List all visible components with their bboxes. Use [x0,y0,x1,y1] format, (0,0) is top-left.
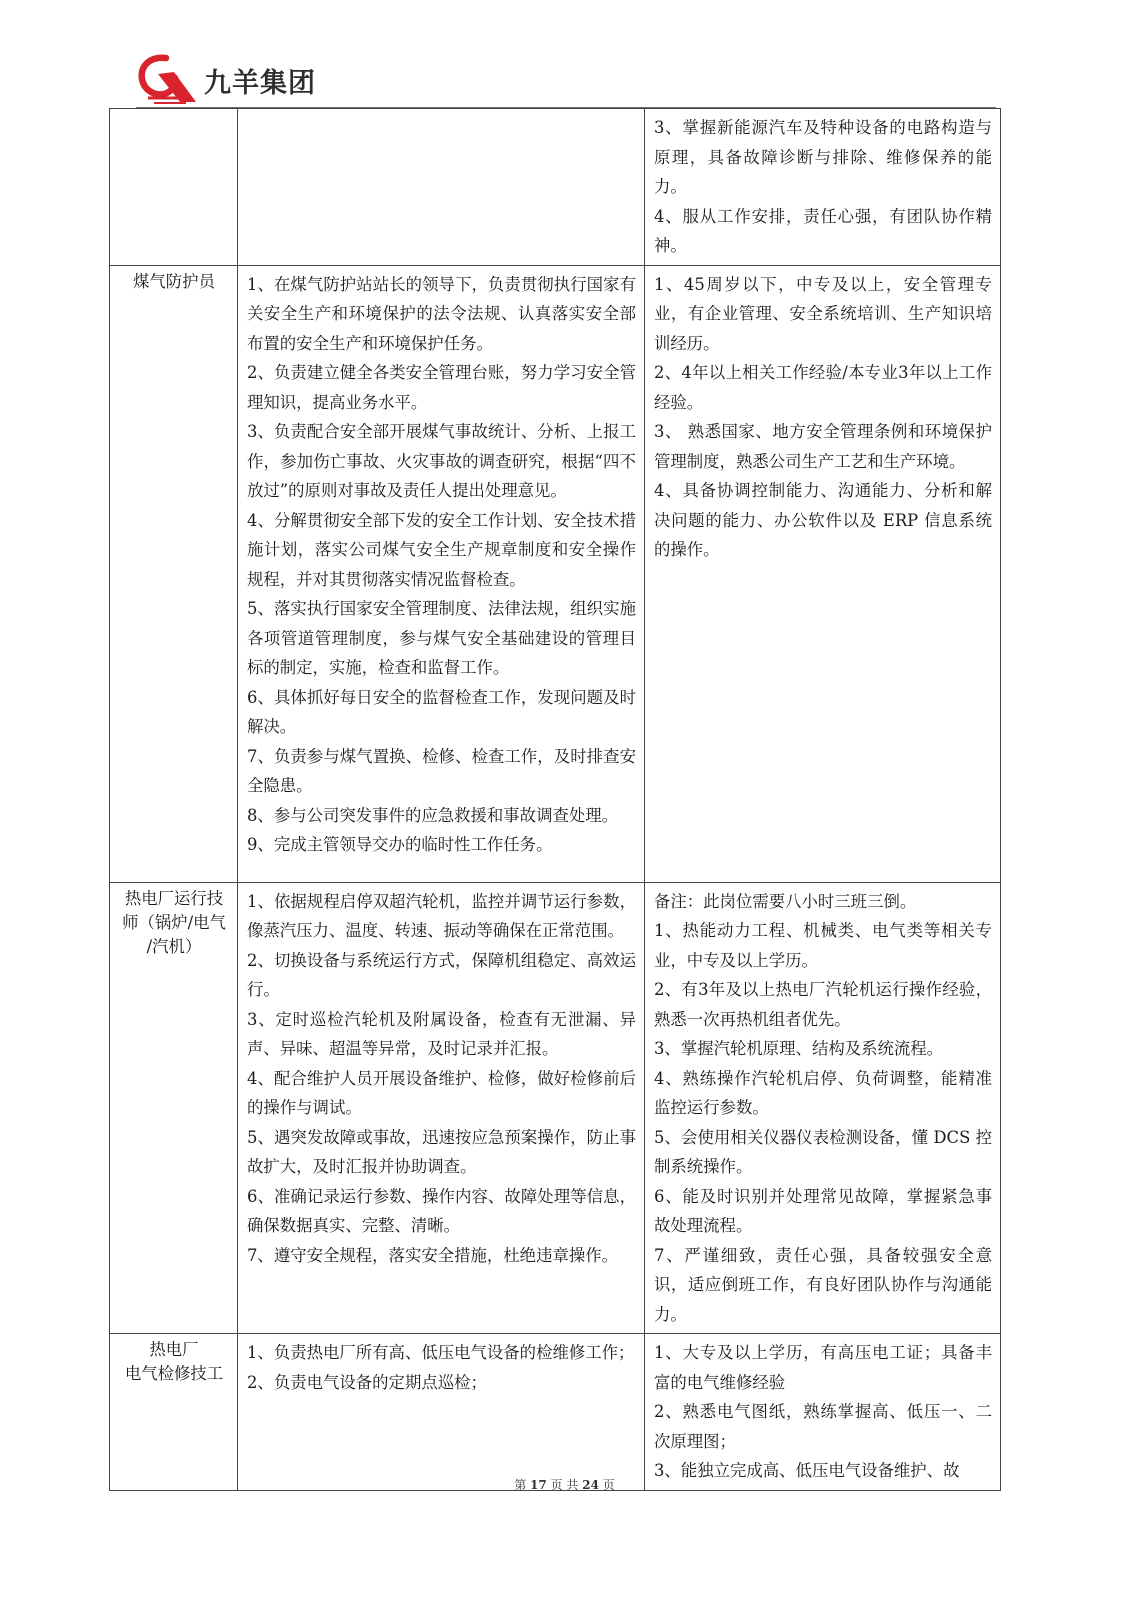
duty-item: 9、完成主管领导交办的临时性工作任务。 [247,835,553,854]
duty-item: 6、准确记录运行参数、操作内容、故障处理等信息，确保数据真实、完整、清晰。 [247,1186,636,1235]
job-table [109,108,1001,1491]
duty-item: 1、在煤气防护站站长的领导下，负责贯彻执行国家有关安全生产和环境保护的法令法规、认真落实安全部布置的安全生产和环境保护任务。 [247,274,636,353]
requirement-item: 1、45周岁以下，中专及以上，安全管理专业，有企业管理、安全系统培训、生产知识培训经历。 [654,274,992,353]
duty-item: 5、遇突发故障或事故，迅速按应急预案操作，防止事故扩大，及时汇报并协助调查。 [247,1127,636,1176]
duty-item: 2、切换设备与系统运行方式，保障机组稳定、高效运行。 [247,950,636,999]
requirement-item: 6、能及时识别并处理常见故障，掌握紧急事故处理流程。 [654,1186,992,1235]
duty-item: 7、负责参与煤气置换、检修、检查工作，及时排查安全隐患。 [247,746,636,795]
requirement-item: 7、严谨细致，责任心强，具备较强安全意识，适应倒班工作，有良好团队协作与沟通能力。 [654,1245,992,1324]
duty-item: 5、落实执行国家安全管理制度、法律法规，组织实施各项管道管理制度，参与煤气安全基础建设的管理目标的制定，实施，检查和监督工作。 [247,599,636,677]
requirement-item: 5、会使用相关仪器仪表检测设备，懂 DCS 控制系统操作。 [654,1127,992,1176]
table-row [110,109,1001,266]
position-name: 电气检修技工 [124,1364,224,1383]
requirement-item: 2、熟悉电气图纸，熟练掌握高、低压一、二次原理图； [654,1402,992,1451]
requirement-item: 4、熟练操作汽轮机启停、负荷调整，能精准监控运行参数。 [654,1068,992,1117]
requirement-item: 1、大专及以上学历，有高压电工证；具备丰富的电气维修经验 [654,1343,992,1392]
requirement-item: 3、掌握汽轮机原理、结构及系统流程。 [654,1039,944,1058]
requirement-item: 3、掌握新能源汽车及特种设备的电路构造与原理，具备故障诊断与排除、维修保养的能力。 [654,118,992,196]
duty-item: 4、分解贯彻安全部下发的安全工作计划、安全技术措施计划，落实公司煤气安全生产规章制度和安全操作规程，并对其贯彻落实情况监督检查。 [247,510,636,589]
position-name: 热电厂 [149,1340,199,1359]
requirement-item: 2、有3年及以上热电厂汽轮机运行操作经验，熟悉一次再热机组者优先。 [654,980,992,1029]
duty-item: 2、负责建立健全各类安全管理台账，努力学习安全管理知识，提高业务水平。 [247,363,636,412]
duties-cell [238,109,645,266]
requirements-cell [645,265,1001,882]
duties-cell [238,265,645,882]
requirement-item: 3、能独立完成高、低压电气设备维护、故 [654,1461,960,1480]
duty-item: 6、具体抓好每日安全的监督检查工作，发现问题及时解决。 [247,687,636,736]
requirement-item: 2、4年以上相关工作经验/本专业3年以上工作经验。 [654,363,992,412]
position-name: 热电厂运行技 [124,888,224,908]
position-name-cell [110,1334,238,1491]
position-name-cell [110,265,238,882]
footer-prefix: 第 [514,1478,527,1492]
duty-item: 8、参与公司突发事件的应急救援和事故调查处理。 [247,805,619,825]
duty-item: 1、依据规程启停双超汽轮机，监控并调节运行参数，像蒸汽压力、温度、转速、振动等确保在正常范围。 [247,891,636,940]
requirements-cell [645,882,1001,1334]
position-name: 煤气防护员 [133,271,215,291]
duty-item: 1、负责热电厂所有高、低压电气设备的检维修工作； [247,1343,635,1362]
requirement-item: 1、热能动力工程、机械类、电气类等相关专业，中专及以上学历。 [654,921,992,970]
duties-cell [238,882,645,1334]
jiuyang-logo-icon [136,52,202,104]
duty-item: 3、负责配合安全部开展煤气事故统计、分析、上报工作，参加伤亡事故、火灾事故的调查研究，根据“四不放过”的原则对事故及责任人提出处理意见。 [247,422,636,500]
position-name-cell [110,109,238,266]
requirement-item: 3、 熟悉国家、地方安全管理条例和环境保护管理制度，熟悉公司生产工艺和生产环境。 [654,422,992,471]
position-name: 师（锅炉/电气 [122,912,226,932]
duty-item: 4、配合维护人员开展设备维护、检修，做好检修前后的操作与调试。 [247,1068,636,1117]
footer-middle: 页 共 [550,1478,579,1492]
current-page-number: 17 [530,1478,547,1492]
duty-item: 7、遵守安全规程，落实安全措施，杜绝违章操作。 [247,1245,619,1265]
total-pages-number: 24 [582,1478,599,1492]
footer-suffix: 页 [602,1478,615,1492]
table-row [110,265,1001,882]
duty-item: 3、定时巡检汽轮机及附属设备，检查有无泄漏、异声、异味、超温等异常，及时记录并汇报。 [247,1009,636,1058]
requirements-cell [645,1334,1001,1491]
duty-item: 2、负责电气设备的定期点巡检； [247,1372,487,1392]
company-name: 九羊集团 [204,68,316,99]
requirement-item: 备注：此岗位需要八小时三班三倒。 [654,891,917,911]
requirements-cell [645,109,1001,266]
position-name: /汽机） [146,936,202,956]
table-row [110,1334,1001,1491]
page-footer [0,1476,1129,1493]
requirement-item: 4、具备协调控制能力、沟通能力、分析和解决问题的能力、办公软件以及 ERP 信息系统的操作。 [654,481,992,559]
requirement-item: 4、服从工作安排，责任心强，有团队协作精神。 [654,206,992,255]
table-row [110,882,1001,1334]
duties-cell [238,1334,645,1491]
position-name-cell [110,882,238,1334]
